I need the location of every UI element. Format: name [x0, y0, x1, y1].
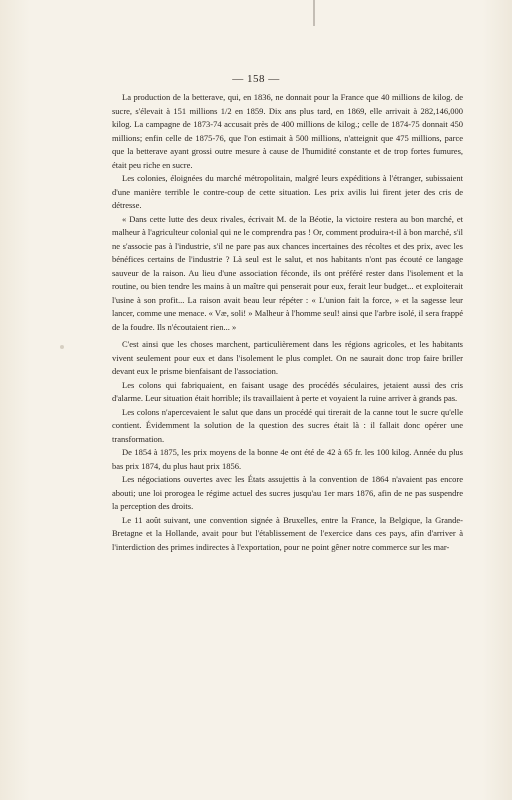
binding-mark [313, 0, 315, 26]
paper-stain [60, 345, 64, 349]
body-text [112, 91, 463, 554]
paragraph-1: La production de la betterave, qui, en 1836, ne donnait pour la France que 40 millions de kilog. de sucre, s'élevait à 151 millions 1/2 en 1859. Dix ans plus tard, en 1869, elle arrivait à 282,146,000 kilog. La campagne de 1873-74 accusait près de 400 millions de kilog.; celle de 1874-75 donnait 450 millions; enfin celle de 1875-76, que l'on estimait à 500 millions, n'atteignit que 475 millions, parce que la betterave ayant grossi outre mesure à cause de l'humidité constante et de trop fortes fumures, était peu riche en sucre. [112, 92, 463, 170]
paragraph-6: Les colons n'apercevaient le salut que dans un procédé qui tirerait de la canne tout le sucre qu'elle contient. Évidemment la solution de la question des sucres était là : il fallait donc opérer une transformation. [112, 406, 463, 444]
paragraph-4: C'est ainsi que les choses marchent, particulièrement dans les régions agricoles, et les habitants vivent seulement pour eux et dans l'isolement le plus complet. On ne saurait donc trop faire briller devant eux le prisme bienfaisant de l'association. [112, 339, 463, 376]
paragraph-9: Le 11 août suivant, une convention signée à Bruxelles, entre la France, la Belgique, la Grande-Bretagne et la Hollande, avait pour but l'établissement de l'exercice dans ces pays, afin d'arriver à l'interdiction des primes indirectes à l'exportation, pour ne point gêner notre commerce sur les mar- [112, 514, 463, 552]
paragraph-2: Les colonies, éloignées du marché métropolitain, malgré leurs expéditions à l'étranger, subissaient d'une manière terrible le contre-coup de cette situation. Les prix avilis lui firent jeter des cris de détresse. [112, 173, 463, 210]
paragraph-8: Les négociations ouvertes avec les États assujettis à la convention de 1864 n'avaient pas encore abouti; une loi prorogea le régime actuel des sucres jusqu'au 1er mars 1876, afin de ne pas suspendre la perception des droits. [112, 474, 463, 511]
page-number: — 158 — [232, 73, 280, 85]
paragraph-3: « Dans cette lutte des deux rivales, écrivait M. de la Béotie, la victoire restera au bon marché, et malheur à l'agriculteur colonial qui ne le comprendra pas ! Or, comment produira-t-il à bon marché, s'il ne s'associe pas à l'industrie, s'il ne pare pas aux chances incertaines des récoltes et des prix, avec les bénéfices certains de l'industrie ? Là seul est le salut, et nos habitants n'ont pas écouté ce langage sauveur de la raison. Au lieu d'une association féconde, ils ont préféré rester dans l'isolement et la routine, ou bien tendre les mains à un maître qui penserait pour eux, ferait leur budget... et exploiterait l'usine à son profit... La raison avait beau leur répéter : « L'union fait la force, » et la sagesse leur lancer, comme une menace. « Væ, soli! » Malheur à l'homme seul! ainsi que l'arbre isolé, il sera frappé de la foudre. Ils n'écoutaient rien... » [112, 213, 463, 332]
paragraph-7: De 1854 à 1875, les prix moyens de la bonne 4e ont été de 42 à 65 fr. les 100 kilog. Année du plus bas prix 1874, du plus haut prix 1856. [112, 447, 463, 471]
paragraph-5: Les colons qui fabriquaient, en faisant usage des procédés séculaires, jetaient aussi des cris d'alarme. Leur situation était horrible; ils travaillaient à perte et voyaient la ruine arriver à grands pas. [112, 379, 463, 403]
